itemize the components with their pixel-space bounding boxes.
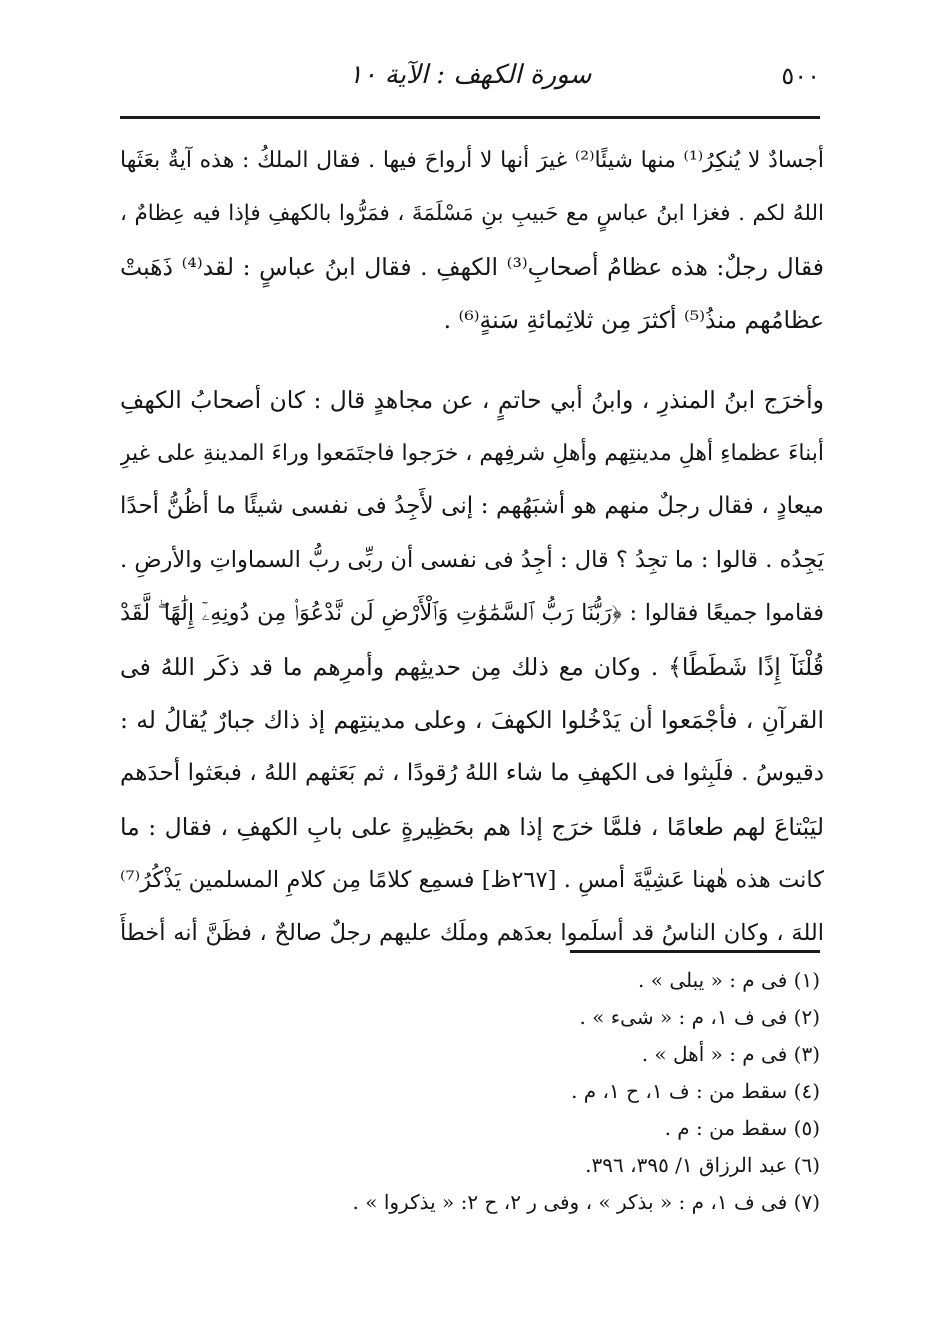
- footnote-rule: [570, 950, 820, 953]
- text-line: القرآنِ ، فأجْمَعوا أن يَدْخُلوا الكهفَ ، وعلى مدينتِهم إذ ذاك جبارٌ يُقالُ له :: [120, 705, 824, 734]
- footnote-1: (١) فى م : « يبلى » .: [638, 968, 820, 992]
- text-line: أبناءَ عظماءِ أهلِ مدينتِهم وأهلِ شرفِهم ، خرَجوا فاجتَمَعوا وراءَ المدينةِ على غيرِ: [120, 440, 824, 466]
- paragraph-gap: [120, 348, 824, 374]
- text-line: ميعادٍ ، فقال رجلٌ منهم هو أشبَهُهم : إنى لأَجِدُ فى نفسى شيئًا ما أظُنُّ أحدًا: [120, 493, 824, 520]
- text-line: كانت هذه هٰهنا عَشِيَّةَ أمسِ . [٢٦٧ظ] فسمِع كلامًا مِن كلامِ المسلمين يَذْكُرُ⁽⁷⁾: [120, 867, 824, 894]
- text-line: عظامُهم منذُ⁽⁵⁾ أكثرَ مِن ثلاثِمائةِ سَنةٍ⁽⁶⁾ .: [443, 306, 824, 335]
- page-number: ٥٠٠: [781, 62, 820, 90]
- text-line: اللهُ لكم . فغزا ابنُ عباسٍ مع حَبيبِ بنِ مَسْلَمَةَ ، فمَرُّوا بالكهفِ فإذا فيه عِظامٌ ،: [120, 201, 824, 227]
- header-rule: [120, 116, 820, 119]
- paragraph-2: [120, 374, 824, 961]
- text-line: دقيوسُ . فلَبِثوا فى الكهفِ ما شاء اللهُ رُقودًا ، ثم بَعَثهم اللهُ ، فبعَثوا أحدَهم: [120, 760, 824, 787]
- footnote-4: (٤) سقط من : ف ١، ح ١، م .: [571, 1079, 820, 1103]
- main-text: [120, 134, 824, 961]
- footnote-6: (٦) عبد الرزاق ١/ ٣٩٥، ٣٩٦.: [585, 1153, 820, 1177]
- footnote-5: (٥) سقط من : م .: [664, 1116, 820, 1140]
- text-line: يَجِدُه . قالوا : ما تجِدُ ؟ قال : أجِدُ فى نفسى أن ربِّى ربُّ السماواتِ والأرضِ .: [120, 546, 824, 573]
- text-line: وأخرَج ابنُ المنذرِ ، وابنُ أبي حاتمٍ ، عن مجاهدٍ قال : كان أصحابُ الكهفِ: [120, 385, 824, 414]
- footnote-3: (٣) فى م : « أهل » .: [641, 1042, 820, 1066]
- quran-verse-line: قُلْنَآ إِذًا شَطَطًا﴾ . وكان مع ذلك مِن حديثِهم وأمرِهم ما قد ذكَر اللهُ فى: [120, 652, 824, 681]
- running-title: سورة الكهف : الآية ١٠: [348, 60, 592, 90]
- paragraph-1: [120, 134, 824, 348]
- text-line: فقال رجلٌ: هذه عظامُ أصحابِ⁽³⁾ الكهفِ . فقال ابنُ عباسٍ : لقد⁽⁴⁾ ذَهَبتْ: [120, 252, 824, 281]
- running-header: [120, 58, 820, 98]
- footnote-2: (٢) فى ف ١، م : « شىء » .: [579, 1005, 820, 1029]
- footnotes: [120, 962, 820, 1221]
- text-line: اللهَ ، وكان الناسُ قد أسلَموا بعدَهم وملَك عليهم رجلٌ صالحٌ ، فظَنَّ أنه أخطأَ: [120, 920, 824, 947]
- quran-verse-line: فقاموا جميعًا فقالوا : ﴿رَبُّنَا رَبُّ ٱلسَّمَٰوَٰتِ وَٱلْأَرْضِ لَن نَّدْعُوَا۟ مِن دُونِهِۦٓ إِلَٰهًا ۖ لَّقَدْ: [120, 600, 824, 627]
- text-line: ليَبْتاعَ لهم طعامًا ، فلمَّا خرَج إذا هم بحَظِيرةٍ على بابِ الكهفِ ، فقال : ما: [120, 812, 824, 841]
- text-line: أجسادٌ لا يُنكِرُ⁽¹⁾ منها شيئًا⁽²⁾ غيرَ أنها لا أرواحَ فيها . فقال الملكُ : هذه آيةٌ بعَثَها: [120, 148, 824, 173]
- footnote-7: (٧) فى ف ١، م : « بذكر » ، وفى ر ٢، ح ٢: « يذكروا » .: [352, 1190, 820, 1214]
